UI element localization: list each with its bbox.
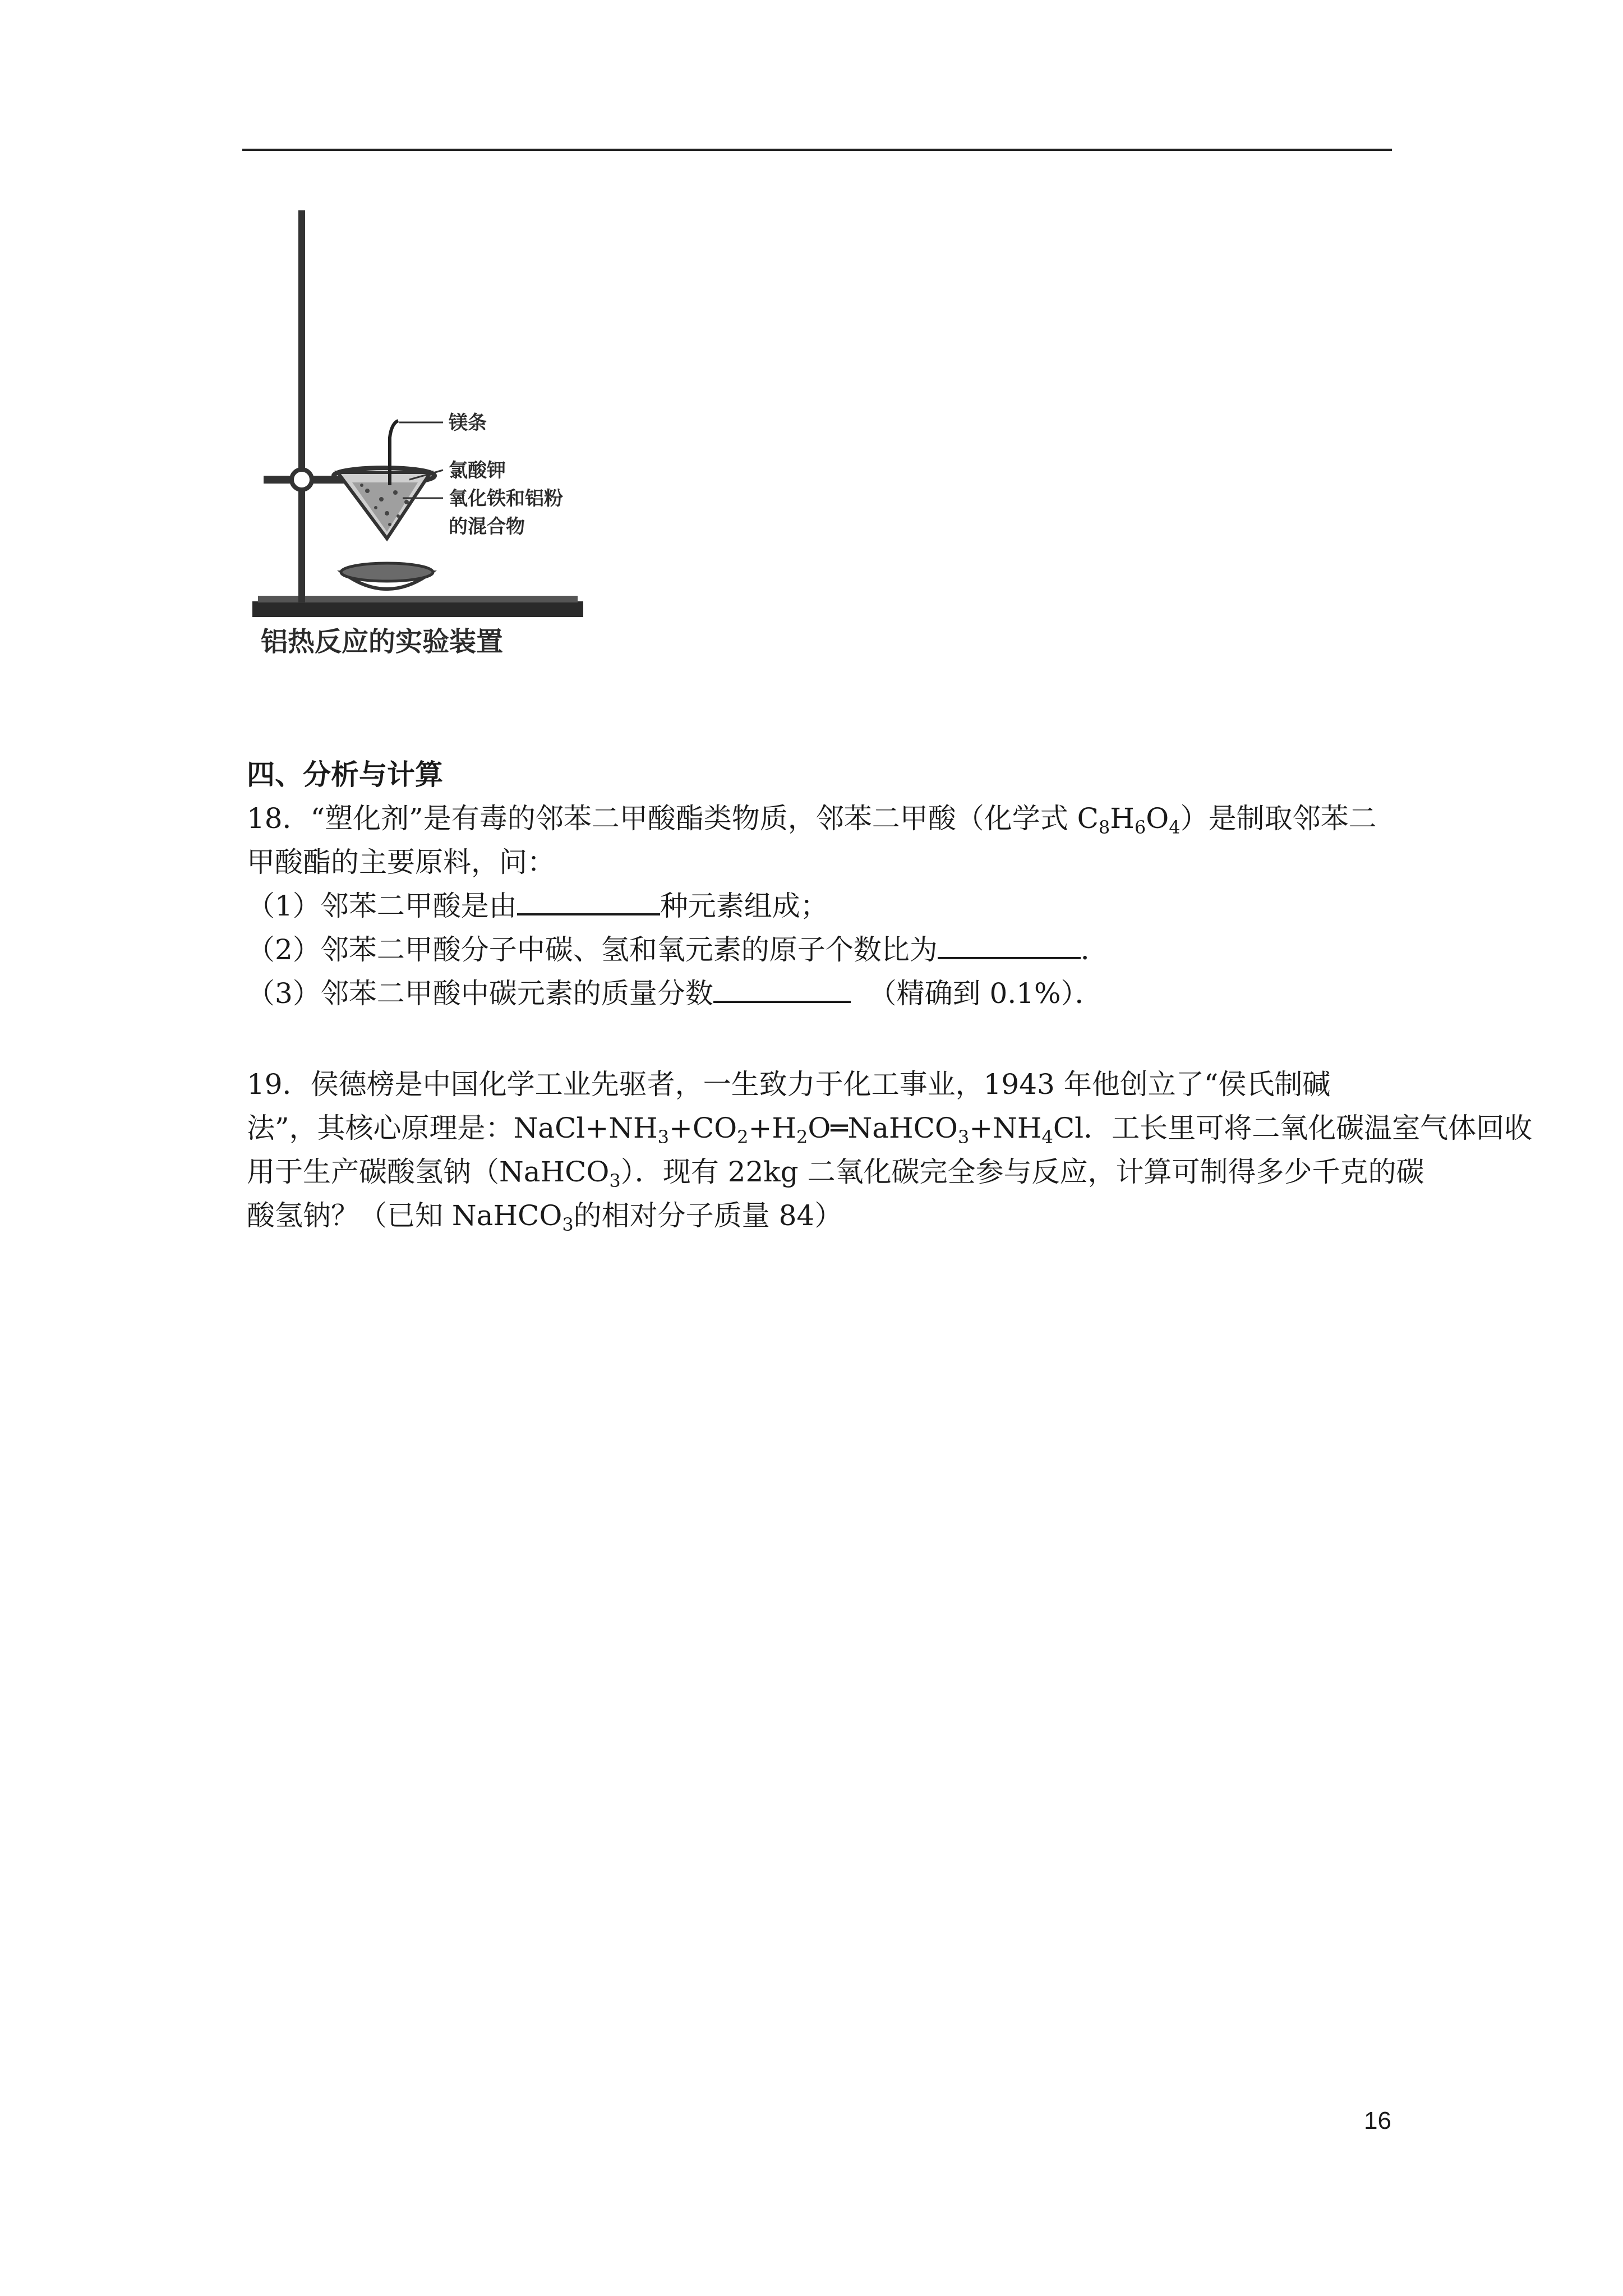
page-number: 16	[1364, 2107, 1391, 2134]
section-title: 四、分析与计算	[247, 758, 443, 791]
q19-line2: 法”，其核心原理是：$NaCl+NH_3+CO_2+H_2O═NaHCO_3+NH_4Cl$．工长里可将二氧化碳温室气体回收	[247, 1112, 1533, 1148]
q19-line1: 19．侯德榜是中国化学工业先驱者，一生致力于化工事业，1943 年他创立了“侯氏制碱	[247, 1068, 1331, 1101]
q19-line4: 酸氢钠？（已知 NaHCO$_3$的相对分子质量 84）	[247, 1199, 843, 1235]
q18-stem-line1: 18．“塑化剂”是有毒的邻苯二甲酸酯类物质，邻苯二甲酸（化学式 $C_8H_6O_4$）是制取邻苯二	[247, 802, 1377, 838]
stand-rod	[298, 210, 305, 603]
question-18	[247, 797, 1396, 1015]
thermite-apparatus-figure	[247, 202, 606, 673]
q18-part3: （3）邻苯二甲酸中碳元素的质量分数 （精确到 0.1%）．	[247, 977, 1103, 1010]
label-kclo3: 氯酸钾	[449, 459, 506, 482]
question-19	[247, 1062, 1533, 1237]
q19-line3: 用于生产碳酸氢钠（NaHCO$_3$）．现有 22kg 二氧化碳完全参与反应，计算可制得多少千克的碳	[247, 1156, 1424, 1191]
question-content	[247, 753, 1533, 1237]
answer-blank-1[interactable]	[517, 889, 660, 915]
header-rule	[242, 149, 1392, 151]
label-magnesium: 镁条	[449, 412, 487, 434]
q18-part2: （2）邻苯二甲酸分子中碳、氢和氧元素的原子个数比为 ．	[247, 933, 1109, 966]
figure-caption: 铝热反应的实验装置	[261, 626, 504, 657]
q18-part1: （1）邻苯二甲酸是由 种元素组成；	[247, 890, 828, 922]
q18-stem-line2: 甲酸酯的主要原料，问：	[247, 846, 555, 878]
answer-blank-3[interactable]	[713, 976, 851, 1003]
answer-blank-2[interactable]	[938, 932, 1081, 959]
label-mixture-line1: 氧化铁和铝粉	[449, 487, 563, 510]
stand-base	[252, 601, 583, 617]
label-mixture-line2: 的混合物	[449, 516, 525, 538]
